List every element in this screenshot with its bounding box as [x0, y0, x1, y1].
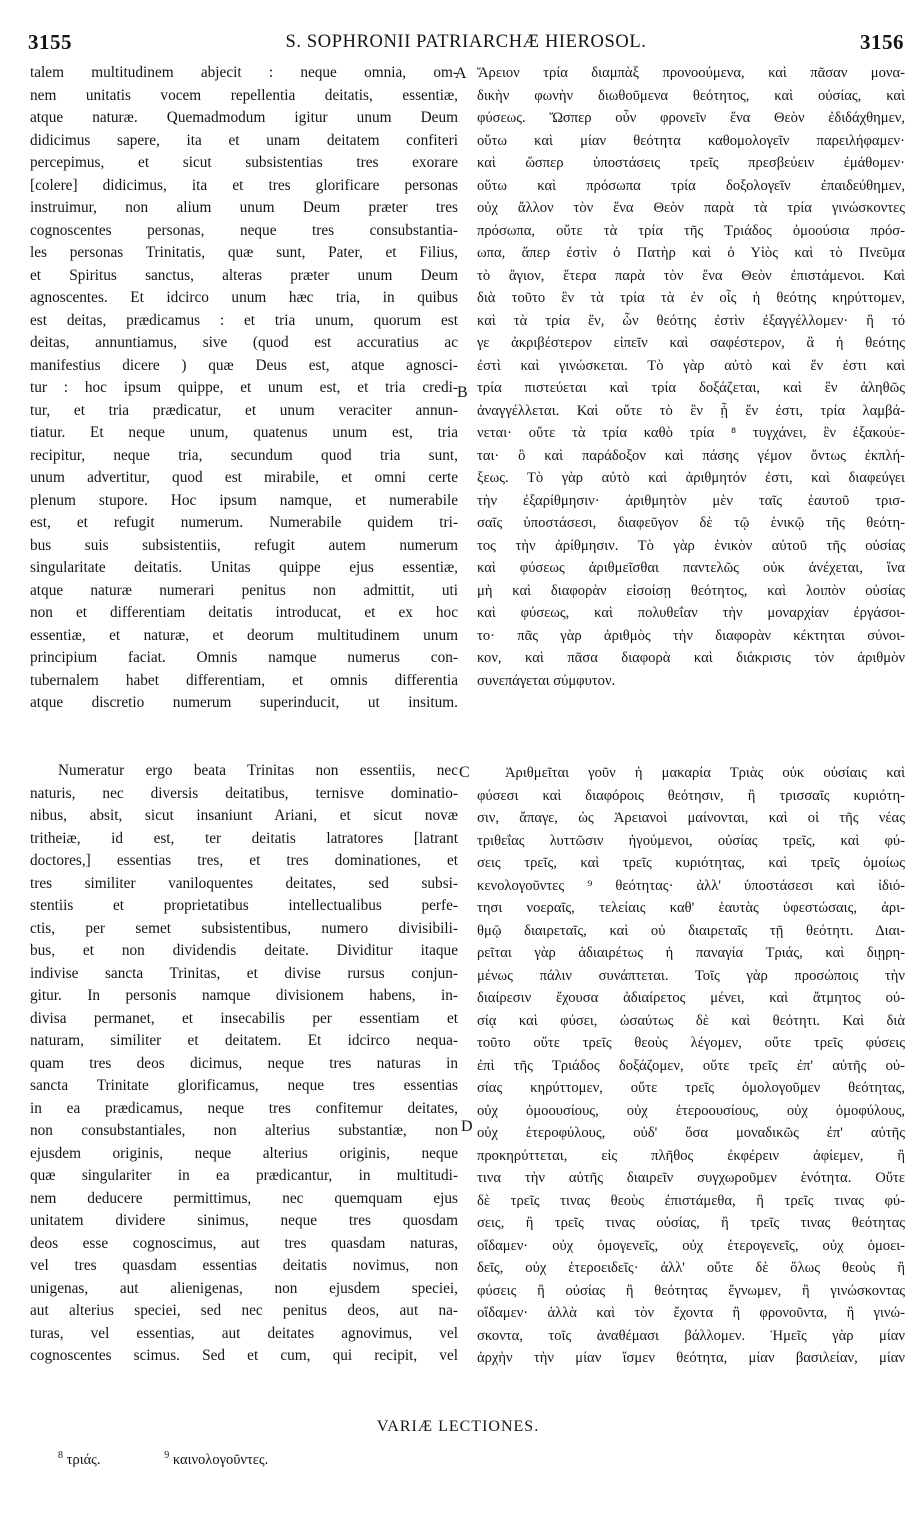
text-line: πρόσωπα, οὔτε τὰ τρία τῆς Τριάδος ὁμοούσια πρόσ-	[477, 222, 905, 239]
text-line: σίας κηρύττομεν, οὔτε τρεῖς ὁμολογοῦμεν θεότητας,	[477, 1080, 905, 1096]
margin-marker-c: C	[459, 764, 470, 781]
text-line: atque discretio numerum superinducit, ut insitum.	[30, 694, 458, 711]
text-line: Ἀριθμεῖται γοῦν ἡ μακαρία Τριὰς οὐκ οὐσίαις καὶ	[505, 765, 905, 781]
margin-marker-b: B	[457, 384, 468, 401]
text-line: κον, καὶ πᾶσα διαφορὰ καὶ διάκρισις τὸν ἀριθμὸν	[477, 650, 905, 666]
text-line: Ἄρειον τρία διαμπὰξ προνοούμενα, καὶ πᾶσαν μονα-	[477, 65, 905, 81]
page-number-left: 3155	[28, 30, 72, 54]
margin-marker-d: D	[461, 1118, 473, 1135]
text-line: σεις τρεῖς, καὶ τρεῖς κυριότητας, καὶ τρεῖς ὁμοίως	[477, 855, 905, 871]
text-line: ρεῖται γὰρ ἀδιαιρέτως ἡ παναγία Τριάς, καὶ διῃρη-	[477, 945, 905, 961]
text-line: percepimus, et sicut subsistentias tres exorare	[30, 154, 458, 171]
text-line: gitur. In personis namque divisionem habens, in-	[30, 987, 458, 1004]
text-line: instruimur, non alium unum Deum præter tres	[30, 199, 458, 216]
text-line: ωπα, ἅπερ ἐστὶν ὁ Πατὴρ καὶ ὁ Υἱὸς καὶ τὸ Πνεῦμα	[477, 245, 905, 261]
text-line: ξεως. Τὸ γὰρ αὐτὸ καὶ ἀριθμητόν ἐστι, καὶ διαφεύγει	[477, 470, 905, 486]
text-line: φύσεις ἢ οὐσίας ἢ θεότητας ἔγνωμεν, ἢ γινώσκοντας	[477, 1282, 905, 1299]
text-line: agnoscentes. Et idcirco unum hæc tria, in quibus	[30, 289, 458, 306]
text-line: plenum stupore. Hoc ipsum namque, et numerabile	[30, 491, 458, 509]
text-line: unum advertitur, quod est mirabile, et omni certe	[30, 469, 458, 486]
text-line: aut alterius speciei, sed nec penitus deos, aut na-	[30, 1302, 458, 1319]
text-line: cognoscentes personas, neque tres consubstantia-	[30, 221, 458, 239]
text-line: atque naturæ numerari penitus non admittit, uti	[30, 581, 458, 599]
text-line: tritheiæ, id est, ter deitatis latratores [latrant	[30, 829, 458, 847]
text-line: naturis, nec diversis deitatibus, ternisve dominatio-	[30, 784, 458, 802]
text-line: τινα τὴν αὐτῆς διαιρεῖν συγχωροῦμεν ἑνότητα. Οὔτε	[477, 1170, 905, 1186]
text-line: διὰ τοῦτο ἓν τὰ τρία τὰ ἐν οἷς ἡ θεότης κηρύττομεν,	[477, 290, 905, 306]
text-line: cognoscentes scimus. Sed et cum, qui recipit, vel	[30, 1347, 458, 1364]
text-line: θμῷ διαιρεταῖς, καὶ οὐ διαιρεταῖς τῇ θεότητι. Διαι-	[477, 922, 905, 939]
text-line: γε ἀκριβέστερον εἰπεῖν καὶ σαφέστερον, ἃ ἡ θεότης	[477, 335, 905, 351]
text-line: διαίρεσιν ἔχουσα ἀδιαίρετος μένει, καὶ ἄτμητος οὐ-	[477, 990, 905, 1006]
text-line: didicimus sapere, ita et unam deitatem confiteri	[30, 131, 458, 149]
text-line: tiatur. Et neque unum, quatenus unum est, tria	[30, 424, 458, 441]
text-line: κενολογοῦντες ⁹ θεότητας· ἀλλ' ὑποστάσεσι καὶ ἰδιό-	[477, 877, 905, 894]
variant-readings	[58, 1450, 328, 1469]
margin-marker-a: A	[455, 65, 467, 82]
text-line: σαῖς ὑποστάσεσι, διαφεῦγον δὲ τῷ ἑνικῷ τῆς θεότη-	[477, 515, 905, 531]
text-line: essentiæ, et naturæ, et deorum multitudinem unum	[30, 626, 458, 644]
text-line: indivise sancta Trinitas, et divise rursus conjun-	[30, 964, 458, 982]
text-line: ἀρχὴν τὴν μίαν ἴσμεν θεότητα, μίαν βασιλείαν, μίαν	[477, 1350, 905, 1366]
text-line: in ea prædicamus, neque tres confitemur deitates,	[30, 1099, 458, 1117]
variae-lectiones-heading: VARIÆ LECTIONES.	[376, 1418, 540, 1435]
text-line: οὐχ ἑτεροφύλους, οὐδ' ὅσα μοναδικῶς ἐπ' αὐτῆς	[477, 1125, 905, 1141]
text-line: talem multitudinem abjecit : neque omnia, om-	[30, 64, 458, 81]
text-line: το· πᾶς γὰρ ἀριθμὸς τὴν διαφορὰν κέκτηται σύνοι-	[477, 627, 905, 644]
text-line: καὶ ὥσπερ ὑποστάσεις τρεῖς πρεσβεύειν ἐμάθομεν·	[477, 155, 905, 171]
text-line: nem deducere permittimus, nec quemquam ejus	[30, 1189, 458, 1207]
text-line: προκηρύττεται, εἰς πλῆθος ἐκφέρειν ἀφίεμεν, ἢ	[477, 1147, 905, 1164]
text-line: τοῦτο οὔτε τρεῖς θεοὺς λέγομεν, οὔτε τρεῖς φύσεις	[477, 1035, 905, 1051]
text-line: συνεπάγεται σύμφυτον.	[477, 672, 616, 689]
text-line: vel tres quasdam essentias deitatis novimus, non	[30, 1257, 458, 1274]
text-line: stentiis et proprietatibus intellectualibus perfe-	[30, 897, 458, 914]
text-line: atque naturæ. Quemadmodum igitur unum Deum	[30, 109, 458, 126]
text-line: σεις, ἢ τρεῖς τινας οὐσίας, ἢ τρεῖς τινας θεότητας	[477, 1215, 905, 1231]
text-line: naturam, similiter et deitatem. Et idcirco nequa-	[30, 1032, 458, 1049]
text-line: τὸ ἅγιον, ἕτερα παρὰ τὸν ἕνα Θεὸν ἐπιστάμενοι. Καὶ	[477, 267, 905, 284]
text-line: quam tres deos dicimus, neque tres naturas in	[30, 1054, 458, 1072]
text-line: ται· ὃ καὶ παράδοξον καὶ πάσης γέμον ὄντως ἐκπλή-	[477, 447, 905, 464]
text-line: ctis, per semet subsistentibus, numero divisibili-	[30, 919, 458, 937]
latin-column-part2	[30, 760, 458, 1368]
text-line: σιν, ἄπαγε, ὡς Ἀρειανοὶ μαίνονται, καὶ οἱ τῆς νέας	[477, 810, 905, 826]
text-line: ἐπὶ τῆς Τριάδος δοξάζομεν, οὔτε τρεῖς ἐπ' αὐτῆς οὐ-	[477, 1057, 905, 1074]
text-line: φύσεσι καὶ διαφόροις θεότησιν, ἢ τρισσαῖς κυριότη-	[477, 787, 905, 804]
variant-note: $^9$ καινολογοῦντες.	[164, 1450, 269, 1468]
page-header	[28, 30, 904, 60]
text-line: doctores,] essentias tres, et tres dominationes, et	[30, 852, 458, 869]
greek-column-part2	[477, 762, 905, 1370]
text-line: non consubstantiales, non alterius substantiæ, non	[30, 1122, 458, 1139]
text-line: tubernalem habet differentiam, et omnis differentia	[30, 671, 458, 689]
text-line: ἐστὶ καὶ γινώσκεται. Τὸ γὰρ αὐτὸ καὶ ἕν ἐστι καὶ	[477, 357, 905, 374]
text-line: τησι νοεραῖς, τελείαις καθ' ἑαυτὰς ὑφεστώσαις, ἀρι-	[477, 900, 905, 916]
text-line: recipitur, neque tria, secundum quod tria sunt,	[30, 446, 458, 464]
text-line: tur, et tria prædicatur, et unum veraciter annun-	[30, 401, 458, 419]
text-line: divisa permanet, et insecabilis per essentiam et	[30, 1009, 458, 1027]
text-line: manifestius dicere ) quæ Deus est, atque agnosci-	[30, 356, 458, 374]
text-line: μὴ καὶ διαφορὰν εἰσοίσῃ θεότητος, καὶ λοιπὸν οὐσίας	[477, 582, 905, 599]
text-line: οὕτω καὶ μίαν θεότητα καθομολογεῖν παρειλήφαμεν·	[477, 132, 905, 149]
text-line: σκοντα, τοῖς ἀναθέμασι βάλλομεν. Ἡμεῖς γὰρ μίαν	[477, 1327, 905, 1344]
text-line: non et differentiam deitatis introducat, et ex hoc	[30, 604, 458, 621]
text-line: ἀναγγέλλεται. Καὶ οὔτε τὸ ἓν ᾗ ἕν ἐστι, τρία λαμβά-	[477, 402, 905, 419]
text-line: tur : hoc ipsum quippe, et unum est, et tria credi-	[30, 379, 458, 396]
text-line: σίᾳ καὶ φύσει, ὡσαύτως δὲ καὶ θεότητι. Καὶ διὰ	[477, 1012, 905, 1029]
text-line: singularitate deitatis. Unitas quippe ejus essentiæ,	[30, 559, 458, 576]
text-line: δικὴν φωνὴν διωθοῦμενα θεότητος, καὶ οὐσίας, καὶ	[477, 87, 905, 104]
text-line: τὴν ἐξαρίθμησιν· ἀριθμητὸν μὲν ταῖς ἑαυτοῦ τρισ-	[477, 492, 905, 509]
text-line: tres similiter vaniloquentes deitates, sed subsi-	[30, 874, 458, 892]
running-title: S. SOPHRONII PATRIARCHÆ HIEROSOL.	[285, 32, 647, 52]
text-line: bus, et non dividendis deitate. Dividitur itaque	[30, 942, 458, 959]
text-line: δεῖς, οὐχ ἑτεροειδεῖς· ἀλλ' οὔτε δὲ ὅλως θεοὺς ἢ	[477, 1260, 905, 1276]
text-line: quæ singulariter in ea prædicantur, in multitudi-	[30, 1167, 458, 1184]
text-line: οὕτω καὶ πρόσωπα τρία δοξολογεῖν ἐπαιδεύθημεν,	[477, 177, 905, 194]
text-line: φύσεως. Ὥσπερ οὖν φρονεῖν ἕνα Θεὸν ἐδιδάχθημεν,	[477, 110, 905, 126]
text-line: καὶ φύσεως ἀριθμεῖσθαι παντελῶς οὐκ ἀνέχεται, ἵνα	[477, 560, 905, 576]
latin-column-part1	[30, 62, 458, 715]
text-line: les personas Trinitatis, quæ sunt, Pater, et Filius,	[30, 244, 458, 261]
page-number-right: 3156	[860, 30, 904, 54]
text-line: τος τὴν ἀρίθμησιν. Τὸ γὰρ ἑνικὸν αὐτοῦ τῆς οὐσίας	[477, 537, 905, 554]
text-line: οὐχ ἄλλον τὸν ἕνα Θεὸν παρὰ τὰ τρία γινώσκοντες	[477, 200, 905, 216]
text-line: et Spiritus sanctus, alteras præter unum Deum	[30, 266, 458, 284]
text-line: δὲ τρεῖς τινας θεοὺς ἐπιστάμεθα, ἢ τρεῖς τινας φύ-	[477, 1192, 905, 1209]
greek-column-part1	[477, 62, 905, 692]
text-line: unitatem dividere sinimus, neque tres quosdam	[30, 1212, 458, 1229]
text-line: ejusdem originis, neque alterius originis, neque	[30, 1144, 458, 1162]
text-line: μένως πάλιν συνάπτεται. Τοῖς γὰρ προσώποις τὴν	[477, 967, 905, 984]
text-line: nibus, absit, sicut insaniunt Ariani, et sicut novæ	[30, 807, 458, 824]
text-line: καὶ τὰ τρία ἕν, ὧν θεότης ἐστὶν ἐξαγγέλλομεν· ἢ τό	[477, 312, 905, 329]
text-line: bus suis subsistentiis, refugit autem numerum	[30, 536, 458, 554]
text-line: est, et refugit numerum. Numerabile quidem tri-	[30, 514, 458, 531]
text-line: deitas, annuntiamus, sive (quod est accuratius ac	[30, 334, 458, 351]
text-line: τριθεΐας λυττῶσιν ἡγούμενοι, οὐσίας τρεῖς, καὶ φύ-	[477, 832, 905, 849]
text-line: νεται· οὔτε τὰ τρία καθὸ τρία ⁸ τυγχάνει, ἓν ἐξακούε-	[477, 425, 905, 441]
text-line: οἴδαμεν· οὐχ ὁμογενεῖς, οὐχ ἑτερογενεῖς, οὐχ ὁμοει-	[477, 1237, 905, 1254]
text-line: nem unitatis vocem repellentia deitatis, essentiæ,	[30, 86, 458, 104]
text-line: turas, vel essentias, aut deitates agnovimus, vel	[30, 1324, 458, 1342]
text-line: Numeratur ergo beata Trinitas non essentiis, nec	[58, 762, 458, 779]
text-line: οἴδαμεν· ἀλλὰ καὶ τὸν ἔχοντα ἢ φρονοῦντα, ἢ γινώ-	[477, 1305, 905, 1321]
text-line: principium faciat. Omnis namque numerus con-	[30, 649, 458, 666]
text-line: unigenas, aut alienigenas, non ejusdem speciei,	[30, 1279, 458, 1297]
text-line: τρία πιστεύεται καὶ τρία δοξάζεται, καὶ ἓν ἀληθῶς	[477, 380, 905, 396]
variant-note: $^8$ τριάς.	[58, 1450, 101, 1468]
text-line: est deitas, prædicamus : et tria unum, quorum est	[30, 311, 458, 329]
text-line: καὶ φύσεως, καὶ πολυθεΐαν τὴν μοναρχίαν ἐργάσοι-	[477, 605, 905, 621]
text-line: deos esse cognoscimus, aut tres quasdam naturas,	[30, 1234, 458, 1252]
text-line: sancta Trinitate glorificamus, neque tres essentias	[30, 1077, 458, 1094]
text-line: [colere] didicimus, ita et tres glorificare personas	[30, 176, 458, 194]
text-line: οὐχ ὁμοουσίους, οὐχ ἑτεροουσίους, οὐχ ὁμοφύλους,	[477, 1102, 905, 1119]
